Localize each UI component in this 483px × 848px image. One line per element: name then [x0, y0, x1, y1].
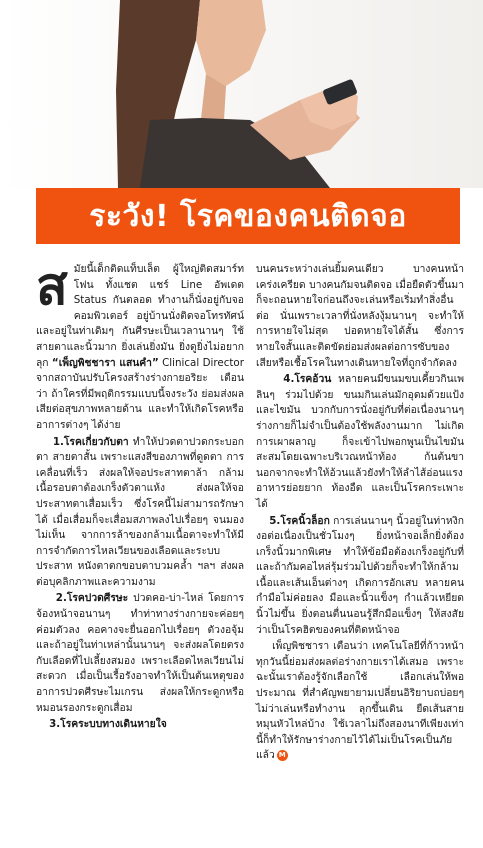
section-eye-body: ทำให้ปวดตาปวดกระบอกตา สายตาสั้น เพราะแสงสีของภาพที่ดูดตา การเคลื่อนที่เร็ว ส่งผลให้จอประสาทตาล้า กล้ามเนื้อรอบตาต้องเกร็งตัวตาแห้ง ส่งผลให้จอประสาทตาเสื่อมเร็ว ซึ่งโรคนี้ไม่สามารถรักษาได้ เมื่อเสื่อมก็จะเสื่อมสภาพลงไปเรื่อยๆ จนมองไม่เห็น จากการล้าของกล้ามเนื้อตาจะทำให้มีการจำกัดการไหลเวียนของเลือดและระบบประสาท หนังตาตกขอบตาบวมคล้ำ ฯลฯ ส่งผลต่อบุคลิกภาพและความงาม — [36, 435, 245, 588]
section-respiratory-body: บนคนระหว่างเล่นยิ้มคนเดียว บางคนหน้าเคร่งเครียด บางคนกัมจนติดจอ เมื่อยืดตัวขึ้นมาก็จะถอนหายใจก่อนถึงจะเล่นหรือเริ่มทำสิ่งอื่นต่อ นั่นเพราะเวลาที่นั่งหลังงุ้มนานๆ จะทำให้การหายใจไม่สุด ปอดหายใจได้สั้น ซึ่งการหายใจสั้นและติดขัดย่อมส่งผลต่อการซับของเสียหรือเชื้อโรคในทางเดินหายใจที่ถูกจำกัดลง — [256, 263, 464, 369]
end-mark-icon: M — [277, 750, 288, 761]
intro-text-b: Clinical Director จากสถาบันปรับโครงสร้างร่างกายอริยะ เตือนว่า ถ้าใครที่มีพฤติกรรมแบบนี้จงระวัง ย่อมส่งผลเสียต่อสุขภาพหลายด้าน และทำให้เกิดโรคหรืออาการต่างๆ ได้ง่าย — [36, 356, 244, 431]
section-respiratory — [36, 717, 244, 733]
article-column-right — [256, 262, 464, 765]
section-eye — [36, 435, 244, 591]
section-headache — [36, 591, 244, 716]
intro-text-a: มัยนี้เด็กติดแท็บเล็ต ผู้ใหญ่ติดสมาร์ทโฟน ทั้งแชต แชร์ Line อัพเดต Status กันตลอด ทำงานก็นั่งอยู่กับจอคอมพิวเตอร์ อยู่บ้านนั่งติดจอโทรทัศน์ และอยู่ในท่าเดิมๆ กันศีรษะเป็นเวลานานๆ ใช้สายตาและนิ้วมาก ยิ่งเล่นยิ่งมัน ยิ่งดูยิ่งไม่อยากลุก — [36, 263, 244, 369]
section-trigger-finger-heading: 5.โรคนิ้วล็อก — [269, 514, 330, 527]
section-obesity — [256, 372, 464, 512]
closing-paragraph — [256, 639, 464, 764]
drop-cap: ส — [36, 256, 68, 317]
section-headache-heading: 2.โรคปวดศีรษะ — [55, 592, 129, 605]
section-respiratory-continued — [256, 262, 464, 371]
section-respiratory-heading: 3.โรคระบบทางเดินหายใจ — [49, 718, 167, 731]
quoted-name: “เพ็ญพิชชารา แสนคำ” — [51, 356, 159, 369]
section-headache-body: ปวดคอ-บ่า-ไหล่ โดยการจ้องหน้าจอนานๆ ทำท่าทางร่างกายจะค่อยๆ ค่อมตัวลง คอคางจะยื่นออกไปเรื่อยๆ ตัวงอจุ้ม และถ้าอยู่ในท่าเหล่านั้นนานๆ จะส่งผลโดยตรงกับเลือดที่ไปเลี้ยงสมอง เพราะเลือดไหลเวียนไม่สะดวก เมื่อเป็นเรื้อรังอาจทำให้เป็นต้นเหตุของอาการปวดศีรษะไมเกรน ส่งผลให้กระดูกหรือหมอนรองกระดูกเสื่อม — [36, 592, 244, 714]
woman-with-phone-illustration — [0, 0, 483, 188]
closing-text: เพ็ญพิชชารา เตือนว่า เทคโนโลยีที่ก้าวหน้าทุกวันนี้ย่อมส่งผลต่อร่างกายเราได้เสมอ เพราะฉะนั้นเราต้องรู้จักเลือกใช้ เลือกเล่นให้พอประมาณ ที่สำคัญพยายามเปลี่ยนอิริยาบถบ่อยๆ ไม่ว่าเล่นหรือทำงาน ลุกขึ้นเดิน ยืดเส้นสาย หมุนหัวไหล่บ้าง ใช้เวลาไม่ถึงสองนาทีเพียงเท่านี้ก็ทำให้รักษาร่างกายไว้ได้ไม่เป็นโรคเป็นภัยแล้ว — [256, 640, 464, 762]
section-eye-heading: 1.โรคเกี่ยวกับตา — [52, 435, 129, 448]
section-trigger-finger-body: การเล่นนานๆ นิ้วอยู่ในท่าหงิกงอต่อเนื่องเป็นชั่วโมงๆ ยิ่งหน้าจอเล็กยิ่งต้องเกร็งนิ้วมากพิเศษ ทำให้ข้อมือต้องเกร็งอยู่กับที่ และถ้ากัมคอไหล่รุ้มร่วมไปด้วยก็จะทำให้กล้ามเนื้อและเส้นเอ็นต่างๆ เกิดการอักเสบ หลายคนกำมือไม่ค่อยลง มือและนิ้วแข็งๆ กำแล้วเหยียดนิ้วไม่ขึ้น ยิ่งตอนตื่นนอนรู้สึกมือแข็งๆ ให้สงสัยว่าเป็นโรคฮิตของคนที่ติดหน้าจอ — [256, 514, 464, 636]
section-obesity-body: หลายคนมีขนมขบเคี้ยวกินเพลินๆ ร่วมไปด้วย ขนมกินเล่นมักอุดมด้วยแป้งและไขมัน บวกกับการนั่งอยู่กับที่ต่อเนื่องนานๆ ร่างกายก็ไม่จำเป็นต้องใช้พลังงานมาก ไม่เกิดการเผาผลาญ ก็จะเข้าไปพอกพูนเป็นไขมันสะสมโดยเฉพาะบริเวณหน้าท้อง ก้นต้นขา นอกจากจะทำให้อ้วนแล้วยังทำให้ลำไส้อ่อนแรง อาหารย่อยยาก ท้องอืด และเป็นโรคกระเพาะได้ — [256, 373, 465, 510]
section-obesity-heading: 4.โรคอ้วน — [283, 373, 332, 386]
header-photo — [0, 0, 483, 188]
intro-paragraph — [36, 256, 244, 434]
headline-banner — [36, 188, 460, 244]
article-title: ระวัง! โรคของคนติดจอ — [89, 198, 407, 234]
article-column-left — [36, 256, 245, 734]
section-trigger-finger — [256, 514, 464, 639]
